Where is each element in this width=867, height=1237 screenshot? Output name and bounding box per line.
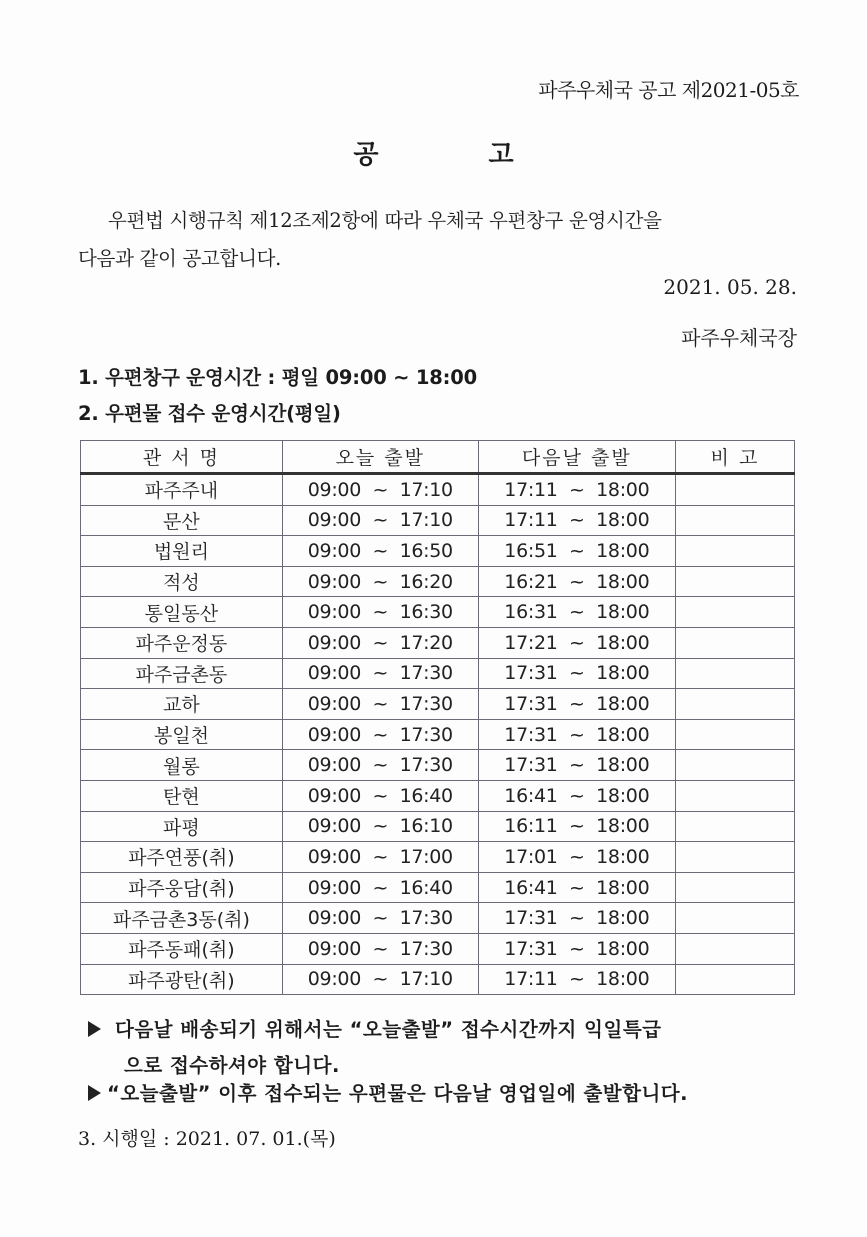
table-row xyxy=(81,689,795,720)
remarks-cell xyxy=(675,933,794,964)
today-cell: 09:00 ~ 16:50 xyxy=(282,536,478,567)
document-number: 파주우체국 공고 제2021-05호 xyxy=(538,78,799,102)
table-row xyxy=(81,719,795,750)
today-cell: 09:00 ~ 17:20 xyxy=(282,627,478,658)
table-header-row xyxy=(81,441,795,474)
remarks-cell xyxy=(675,750,794,781)
remarks-cell xyxy=(675,842,794,873)
next-day-cell: 16:31 ~ 18:00 xyxy=(478,597,675,628)
section-2-heading: 2. 우편물 접수 운영시간(평일) xyxy=(78,402,341,425)
header-today: 오늘 출발 xyxy=(282,441,478,474)
table-row xyxy=(81,933,795,964)
note-2-text: “오늘출발” 이후 접수되는 우편물은 다음날 영업일에 출발합니다. xyxy=(107,1082,689,1105)
next-day-cell: 17:31 ~ 18:00 xyxy=(478,719,675,750)
section-3-effective-date: 3. 시행일 : 2021. 07. 01.(목) xyxy=(78,1128,336,1150)
right-triangle-icon xyxy=(88,1085,101,1101)
remarks-cell xyxy=(675,719,794,750)
office-cell: 탄현 xyxy=(81,780,283,811)
office-cell: 파주동패(취) xyxy=(81,933,283,964)
intro-line-1: 우편법 시행규칙 제12조제2항에 따라 우체국 우편창구 운영시간을 xyxy=(108,209,662,232)
note-1-line-1: 다음날 배송되기 위해서는 “오늘출발” 접수시간까지 익일특급 xyxy=(115,1018,662,1041)
title-char-2: 고 xyxy=(488,140,514,170)
office-cell: 파주금촌동 xyxy=(81,658,283,689)
office-cell: 통일동산 xyxy=(81,597,283,628)
remarks-cell xyxy=(675,780,794,811)
today-cell: 09:00 ~ 16:40 xyxy=(282,780,478,811)
table-row xyxy=(81,811,795,842)
table-row xyxy=(81,842,795,873)
today-cell: 09:00 ~ 17:30 xyxy=(282,689,478,720)
today-cell: 09:00 ~ 17:00 xyxy=(282,842,478,873)
remarks-cell xyxy=(675,474,794,506)
next-day-cell: 17:31 ~ 18:00 xyxy=(478,689,675,720)
office-cell: 법원리 xyxy=(81,536,283,567)
remarks-cell xyxy=(675,903,794,934)
office-cell: 파주웅담(취) xyxy=(81,872,283,903)
right-triangle-icon xyxy=(88,1021,101,1037)
title-char-1: 공 xyxy=(353,140,379,170)
office-cell: 파주광탄(취) xyxy=(81,964,283,995)
office-cell: 파주주내 xyxy=(81,474,283,506)
office-cell: 교하 xyxy=(81,689,283,720)
issue-date: 2021. 05. 28. xyxy=(663,275,797,299)
next-day-cell: 17:31 ~ 18:00 xyxy=(478,658,675,689)
page-title xyxy=(0,134,867,171)
today-cell: 09:00 ~ 17:30 xyxy=(282,658,478,689)
next-day-cell: 17:11 ~ 18:00 xyxy=(478,964,675,995)
today-cell: 09:00 ~ 16:40 xyxy=(282,872,478,903)
note-1-line-2: 으로 접수하셔야 합니다. xyxy=(124,1054,340,1077)
today-cell: 09:00 ~ 17:30 xyxy=(282,903,478,934)
next-day-cell: 17:01 ~ 18:00 xyxy=(478,842,675,873)
next-day-cell: 17:31 ~ 18:00 xyxy=(478,903,675,934)
header-office: 관 서 명 xyxy=(81,441,283,474)
remarks-cell xyxy=(675,964,794,995)
next-day-cell: 16:51 ~ 18:00 xyxy=(478,536,675,567)
today-cell: 09:00 ~ 17:30 xyxy=(282,719,478,750)
intro-paragraph xyxy=(78,202,808,278)
office-cell: 적성 xyxy=(81,566,283,597)
remarks-cell xyxy=(675,597,794,628)
table-row xyxy=(81,566,795,597)
section-1-window-hours: 1. 우편창구 운영시간 : 평일 09:00 ~ 18:00 xyxy=(78,366,477,389)
today-cell: 09:00 ~ 17:30 xyxy=(282,933,478,964)
remarks-cell xyxy=(675,658,794,689)
table-row xyxy=(81,658,795,689)
today-cell: 09:00 ~ 17:10 xyxy=(282,474,478,506)
next-day-cell: 17:21 ~ 18:00 xyxy=(478,627,675,658)
table-row xyxy=(81,872,795,903)
next-day-cell: 16:21 ~ 18:00 xyxy=(478,566,675,597)
today-cell: 09:00 ~ 16:20 xyxy=(282,566,478,597)
remarks-cell xyxy=(675,689,794,720)
office-cell: 월롱 xyxy=(81,750,283,781)
table-row xyxy=(81,964,795,995)
table-row xyxy=(81,597,795,628)
remarks-cell xyxy=(675,566,794,597)
today-cell: 09:00 ~ 16:30 xyxy=(282,597,478,628)
note-1 xyxy=(88,1012,808,1084)
office-cell: 봉일천 xyxy=(81,719,283,750)
office-cell: 파주연풍(취) xyxy=(81,842,283,873)
remarks-cell xyxy=(675,505,794,536)
header-next-day: 다음날 출발 xyxy=(478,441,675,474)
table-row xyxy=(81,474,795,506)
schedule-table xyxy=(80,440,795,995)
office-cell: 파주금촌3동(취) xyxy=(81,903,283,934)
today-cell: 09:00 ~ 17:10 xyxy=(282,505,478,536)
note-2 xyxy=(88,1078,688,1106)
issuer: 파주우체국장 xyxy=(681,326,797,350)
remarks-cell xyxy=(675,627,794,658)
next-day-cell: 16:41 ~ 18:00 xyxy=(478,872,675,903)
next-day-cell: 16:41 ~ 18:00 xyxy=(478,780,675,811)
today-cell: 09:00 ~ 17:10 xyxy=(282,964,478,995)
remarks-cell xyxy=(675,536,794,567)
table-row xyxy=(81,627,795,658)
next-day-cell: 17:31 ~ 18:00 xyxy=(478,750,675,781)
next-day-cell: 16:11 ~ 18:00 xyxy=(478,811,675,842)
today-cell: 09:00 ~ 16:10 xyxy=(282,811,478,842)
table-row xyxy=(81,505,795,536)
remarks-cell xyxy=(675,872,794,903)
today-cell: 09:00 ~ 17:30 xyxy=(282,750,478,781)
table-row xyxy=(81,903,795,934)
table-row xyxy=(81,536,795,567)
next-day-cell: 17:11 ~ 18:00 xyxy=(478,474,675,506)
remarks-cell xyxy=(675,811,794,842)
next-day-cell: 17:11 ~ 18:00 xyxy=(478,505,675,536)
table-row xyxy=(81,780,795,811)
office-cell: 문산 xyxy=(81,505,283,536)
next-day-cell: 17:31 ~ 18:00 xyxy=(478,933,675,964)
office-cell: 파주운정동 xyxy=(81,627,283,658)
table-row xyxy=(81,750,795,781)
intro-line-2: 다음과 같이 공고합니다. xyxy=(78,247,282,270)
office-cell: 파평 xyxy=(81,811,283,842)
header-remarks: 비 고 xyxy=(675,441,794,474)
